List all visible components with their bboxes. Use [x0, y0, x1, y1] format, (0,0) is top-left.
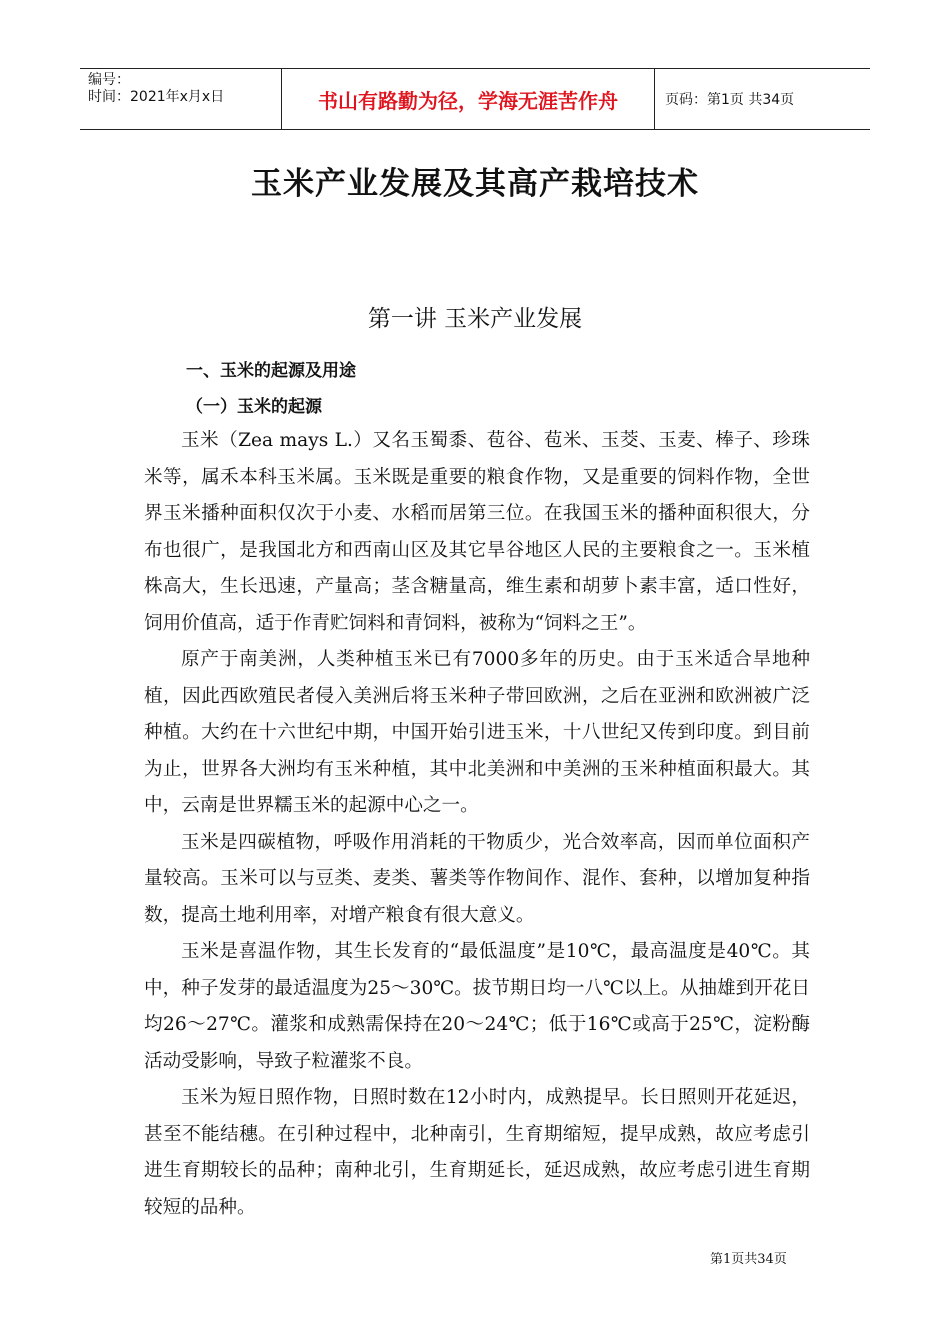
section-heading: 一、玉米的起源及用途: [186, 361, 356, 381]
date-line: 时间：2021年x月x日: [88, 89, 225, 105]
page-footer: 第1页共34页: [710, 1252, 787, 1267]
lecture-title: 第一讲 玉米产业发展: [367, 306, 583, 332]
body-text: [144, 423, 810, 1226]
page-header: [80, 68, 870, 130]
header-page-info: 页码：第1页 共34页: [665, 92, 795, 108]
paragraph: 玉米是喜温作物，其生长发育的“最低温度”是10℃，最高温度是40℃。其中，种子发芽的最适温度为25～30℃。拔节期日均一八℃以上。从抽雄到开花日均26～27℃。灌浆和成熟需保持在20～24℃；低于16℃或高于25℃，淀粉酶活动受影响，导致子粒灌浆不良。: [144, 941, 810, 1072]
subsection-heading: （一）玉米的起源: [186, 397, 322, 417]
serial-label: 编号：: [88, 72, 130, 88]
header-motto: 书山有路勤为径，学海无涯苦作舟: [282, 69, 655, 129]
document-title: 玉米产业发展及其高产栽培技术: [251, 166, 699, 202]
paragraph: 玉米是四碳植物，呼吸作用消耗的干物质少，光合效率高，因而单位面积产量较高。玉米可以与豆类、麦类、薯类等作物间作、混作、套种，以增加复种指数，提高土地利用率，对增产粮食有很大意义。: [144, 831, 810, 926]
paragraph: 玉米为短日照作物，日照时数在12小时内，成熟提早。长日照则开花延迟，甚至不能结穗。在引种过程中，北种南引，生育期缩短，提早成熟，故应考虑引进生育期较长的品种；南种北引，生育期延长，延迟成熟，故应考虑引进生育期较短的品种。: [144, 1087, 810, 1218]
header-meta: [80, 69, 282, 129]
paragraph: 玉米（Zea mays L.）又名玉蜀黍、苞谷、苞米、玉茭、玉麦、棒子、珍珠米等，属禾本科玉米属。玉米既是重要的粮食作物，又是重要的饲料作物，全世界玉米播种面积仅次于小麦、水稻而居第三位。在我国玉米的播种面积很大，分布也很广，是我国北方和西南山区及其它旱谷地区人民的主要粮食之一。玉米植株高大，生长迅速，产量高；茎含糖量高，维生素和胡萝卜素丰富，适口性好，饲用价值高，适于作青贮饲料和青饲料，被称为“饲料之王”。: [144, 430, 810, 634]
paragraph: 原产于南美洲，人类种植玉米已有7000多年的历史。由于玉米适合旱地种植，因此西欧殖民者侵入美洲后将玉米种子带回欧洲，之后在亚洲和欧洲被广泛种植。大约在十六世纪中期，中国开始引进玉米，十八世纪又传到印度。到目前为止，世界各大洲均有玉米种植，其中北美洲和中美洲的玉米种植面积最大。其中，云南是世界糯玉米的起源中心之一。: [144, 649, 810, 816]
